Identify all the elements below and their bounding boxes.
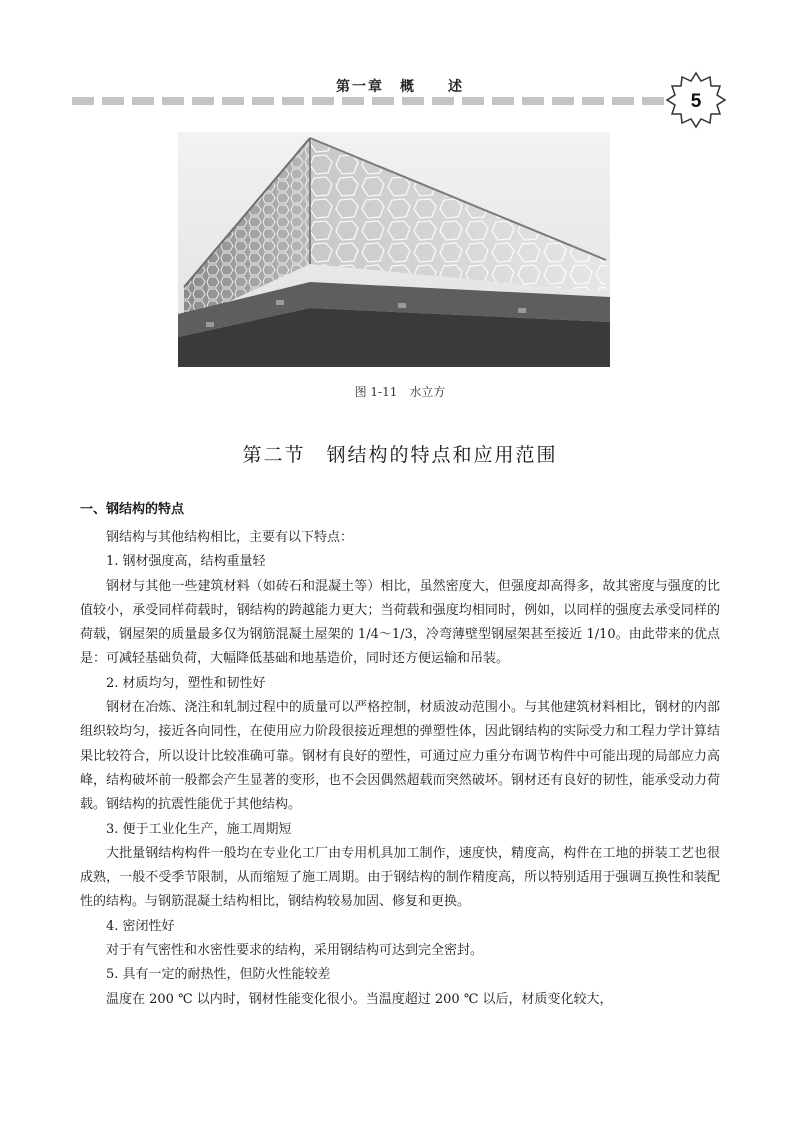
item-heading-1: 1. 钢材强度高，结构重量轻 bbox=[106, 554, 266, 570]
item-heading-2: 2. 材质均匀，塑性和韧性好 bbox=[106, 675, 266, 691]
paragraph-3: 大批量钢结构构件一般均在专业化工厂由专用机具加工制作，速度快，精度高，构件在工地的拼装工艺也很成熟，一般不受季节限制，从而缩短了施工周期。由于钢结构的制作精度高，所以特别适用于强调互换性和装配性的结构。与钢筋混凝土结构相比，钢结构较易加固、修复和更换。 bbox=[80, 845, 720, 910]
figure-caption: 图 1-11 水立方 bbox=[354, 385, 446, 399]
paragraph-2: 钢材在冶炼、浇注和轧制过程中的质量可以严格控制，材质波动范围小。与其他建筑材料相比，钢材的内部组织较均匀，接近各向同性，在使用应力阶段很接近理想的弹塑性体，因此钢结构的实际受力和工程力学计算结果比较符合，所以设计比较准确可靠。钢材有良好的塑性，可通过应力重分布调节构件中可能出现的局部应力高峰，结构破坏前一般都会产生显著的变形，也不会因偶然超载而突然破坏。钢材还有良好的韧性，能承受动力荷载。钢结构的抗震性能优于其他结构。 bbox=[80, 700, 720, 813]
item-heading-3: 3. 便于工业化生产，施工周期短 bbox=[106, 821, 292, 837]
subheading: 一、钢结构的特点 bbox=[80, 502, 185, 517]
body-text bbox=[80, 526, 720, 1012]
figure-photo-water-cube bbox=[178, 132, 610, 367]
page-number-badge bbox=[665, 71, 727, 129]
paragraph-intro: 钢结构与其他结构相比，主要有以下特点： bbox=[106, 530, 354, 545]
item-heading-5: 5. 具有一定的耐热性，但防火性能较差 bbox=[106, 967, 331, 983]
header-dashed-rule bbox=[72, 96, 672, 106]
chapter-header-title: 第一章 概 述 bbox=[336, 79, 464, 95]
section-title: 第二节 钢结构的特点和应用范围 bbox=[242, 444, 558, 466]
paragraph-1: 钢材与其他一些建筑材料（如砖石和混凝土等）相比，虽然密度大，但强度却高得多，故其密度与强度的比值较小，承受同样荷载时，钢结构的跨越能力更大；当荷载和强度均相同时，例如，以同样的强度去承受同样的荷载，钢屋架的质量最多仅为钢筋混凝土屋架的 1/4～1/3，冷弯薄壁型钢屋架甚至接近 1/10。由此带来的优点是：可减轻基础负荷，大幅降低基础和地基造价，同时还方便运输和吊装。 bbox=[80, 578, 720, 667]
page-number: 5 bbox=[690, 91, 702, 112]
paragraph-5: 温度在 200 ℃ 以内时，钢材性能变化很小。当温度超过 200 ℃ 以后，材质变化较大， bbox=[106, 991, 613, 1007]
item-heading-4: 4. 密闭性好 bbox=[106, 918, 175, 934]
paragraph-4: 对于有气密性和水密性要求的结构，采用钢结构可达到完全密封。 bbox=[106, 943, 484, 959]
